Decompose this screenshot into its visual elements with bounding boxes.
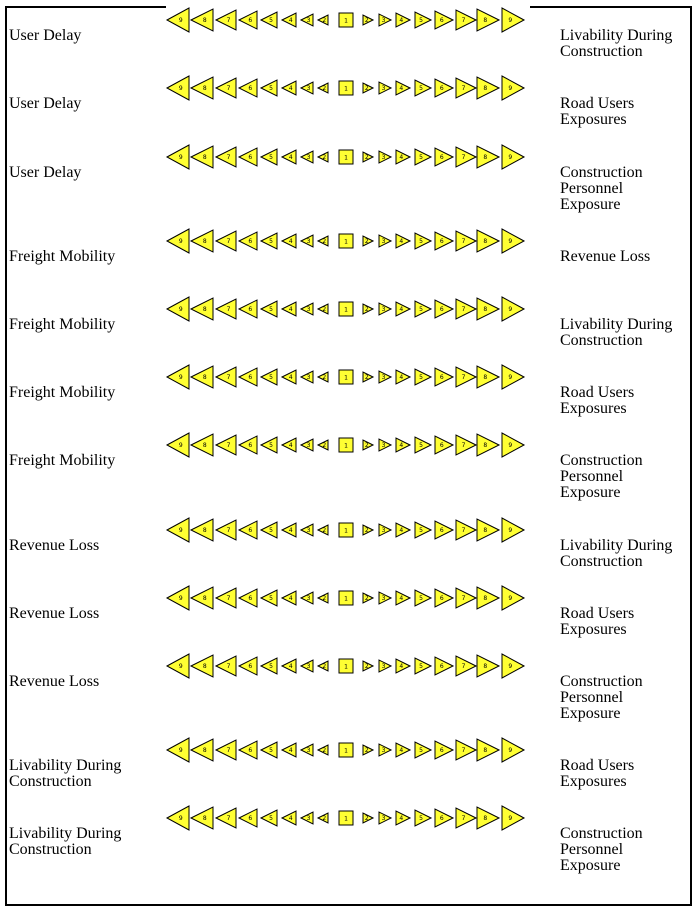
left-arrow-label: 5 <box>269 374 273 381</box>
right-arrow-label: 2 <box>364 85 369 92</box>
left-arrow-label: 4 <box>288 815 293 822</box>
right-arrow-label: 8 <box>483 815 488 822</box>
left-arrow-label: 2 <box>322 595 327 602</box>
left-arrow-label: 9 <box>178 85 183 92</box>
left-criterion-label: Revenue Loss <box>9 673 100 690</box>
left-criterion-label: Freight Mobility <box>9 384 116 401</box>
left-arrow-label: 8 <box>202 747 207 754</box>
left-arrow-label: 4 <box>288 85 293 92</box>
left-arrow-label: 7 <box>226 154 231 161</box>
right-arrow-label: 8 <box>483 595 488 602</box>
right-arrow-label: 6 <box>439 85 444 92</box>
right-arrow-label: 3 <box>381 527 386 534</box>
right-arrow-label: 2 <box>364 442 369 449</box>
left-arrow-label: 8 <box>202 17 207 24</box>
right-arrow-label: 9 <box>508 306 513 313</box>
right-arrow-label: 2 <box>364 306 369 313</box>
right-arrow-label: 4 <box>399 85 404 92</box>
left-arrow-3[interactable] <box>301 812 313 824</box>
right-arrow-label: 2 <box>364 17 369 24</box>
right-arrow-label: 2 <box>364 154 369 161</box>
left-arrow-label: 5 <box>269 595 273 602</box>
right-criterion-label: Livability During Construction <box>560 27 673 60</box>
right-arrow-label: 5 <box>419 442 423 449</box>
right-arrow-label: 9 <box>508 154 513 161</box>
left-arrow-label: 7 <box>226 527 231 534</box>
right-arrow-label: 9 <box>508 85 513 92</box>
right-arrow-label: 6 <box>439 17 444 24</box>
right-arrow-label: 5 <box>419 595 423 602</box>
right-criterion-label: Revenue Loss <box>560 248 651 265</box>
left-arrow-label: 3 <box>306 595 311 602</box>
right-arrow-5[interactable] <box>415 810 431 826</box>
left-criterion-label: User Delay <box>9 27 82 44</box>
left-arrow-label: 7 <box>226 747 231 754</box>
right-arrow-label: 7 <box>461 527 466 534</box>
right-criterion-label: Construction Personnel Exposure <box>560 164 643 213</box>
right-arrow-label: 5 <box>419 306 423 313</box>
left-arrow-label: 4 <box>288 154 293 161</box>
right-arrow-label: 6 <box>439 154 444 161</box>
left-criterion-label: User Delay <box>9 164 82 181</box>
right-arrow-label: 9 <box>508 747 513 754</box>
left-arrow-9[interactable] <box>167 806 189 830</box>
right-criterion-label: Road Users Exposures <box>560 605 635 638</box>
right-arrow-label: 4 <box>399 815 404 822</box>
right-arrow-label: 6 <box>439 238 444 245</box>
right-arrow-label: 8 <box>483 85 488 92</box>
left-arrow-label: 3 <box>306 306 311 313</box>
right-arrow-label: 8 <box>483 747 488 754</box>
left-arrow-label: 9 <box>178 747 183 754</box>
right-arrow-label: 3 <box>381 17 386 24</box>
right-arrow-label: 4 <box>399 747 404 754</box>
left-arrow-label: 6 <box>248 306 253 313</box>
left-arrow-label: 7 <box>226 595 231 602</box>
left-arrow-label: 9 <box>178 815 183 822</box>
center-square-label: 1 <box>344 306 348 314</box>
left-arrow-label: 8 <box>202 815 207 822</box>
left-arrow-label: 6 <box>248 374 253 381</box>
right-arrow-label: 4 <box>399 663 404 670</box>
center-square-label: 1 <box>344 85 348 93</box>
right-criterion-label: Construction Personnel Exposure <box>560 825 643 874</box>
left-arrow-label: 3 <box>306 85 311 92</box>
left-arrow-label: 4 <box>288 527 293 534</box>
left-arrow-label: 9 <box>178 442 183 449</box>
left-arrow-label: 8 <box>202 238 207 245</box>
left-criterion-label: Revenue Loss <box>9 605 100 622</box>
left-arrow-label: 5 <box>269 154 273 161</box>
right-arrow-label: 2 <box>364 595 369 602</box>
right-arrow-label: 8 <box>483 442 488 449</box>
right-arrow-label: 7 <box>461 154 466 161</box>
left-arrow-label: 6 <box>248 747 253 754</box>
left-arrow-label: 3 <box>306 154 311 161</box>
right-arrow-label: 2 <box>364 527 369 534</box>
left-arrow-label: 7 <box>226 17 231 24</box>
right-arrow-label: 9 <box>508 815 513 822</box>
center-square-label: 1 <box>344 663 348 671</box>
left-arrow-label: 5 <box>269 442 273 449</box>
left-arrow-label: 8 <box>202 154 207 161</box>
left-arrow-label: 6 <box>248 238 253 245</box>
left-arrow-label: 4 <box>288 747 293 754</box>
right-arrow-3[interactable] <box>379 812 391 824</box>
right-arrow-label: 3 <box>381 154 386 161</box>
right-arrow-label: 2 <box>364 747 369 754</box>
right-arrow-label: 5 <box>419 238 423 245</box>
left-arrow-2[interactable] <box>318 813 328 823</box>
left-arrow-label: 3 <box>306 747 311 754</box>
center-square-label: 1 <box>344 154 348 162</box>
right-arrow-label: 6 <box>439 663 444 670</box>
left-arrow-label: 3 <box>306 663 311 670</box>
left-arrow-label: 8 <box>202 85 207 92</box>
left-arrow-label: 5 <box>269 747 273 754</box>
right-arrow-label: 7 <box>461 17 466 24</box>
left-arrow-label: 9 <box>178 595 183 602</box>
right-arrow-label: 8 <box>483 154 488 161</box>
right-arrow-label: 3 <box>381 815 386 822</box>
right-arrow-label: 4 <box>399 527 404 534</box>
right-arrow-label: 3 <box>381 306 386 313</box>
right-arrow-label: 6 <box>439 374 444 381</box>
left-arrow-label: 7 <box>226 85 231 92</box>
right-arrow-label: 9 <box>508 17 513 24</box>
right-arrow-label: 9 <box>508 527 513 534</box>
left-arrow-label: 7 <box>226 815 231 822</box>
left-arrow-label: 3 <box>306 238 311 245</box>
left-arrow-label: 7 <box>226 663 231 670</box>
left-criterion-label: Livability During Construction <box>9 757 122 790</box>
right-criterion-label: Road Users Exposures <box>560 95 635 128</box>
left-arrow-8[interactable] <box>191 807 213 829</box>
right-arrow-label: 8 <box>483 306 488 313</box>
right-arrow-label: 5 <box>419 527 423 534</box>
center-square-label: 1 <box>344 374 348 382</box>
left-arrow-5[interactable] <box>261 810 277 826</box>
right-arrow-label: 6 <box>439 595 444 602</box>
right-arrow-label: 7 <box>461 306 466 313</box>
right-arrow-label: 2 <box>364 238 369 245</box>
right-arrow-label: 7 <box>461 747 466 754</box>
right-arrow-label: 8 <box>483 238 488 245</box>
right-arrow-8[interactable] <box>477 807 499 829</box>
right-arrow-label: 7 <box>461 85 466 92</box>
left-arrow-label: 2 <box>322 85 327 92</box>
left-arrow-label: 3 <box>306 442 311 449</box>
right-arrow-4[interactable] <box>396 811 410 825</box>
left-arrow-label: 4 <box>288 17 293 24</box>
right-criterion-label: Road Users Exposures <box>560 384 635 417</box>
right-arrow-label: 5 <box>419 374 423 381</box>
left-arrow-label: 4 <box>288 442 293 449</box>
center-square-label: 1 <box>344 17 348 25</box>
center-square-label: 1 <box>344 527 348 535</box>
left-arrow-label: 2 <box>322 306 327 313</box>
left-arrow-label: 7 <box>226 374 231 381</box>
right-arrow-label: 3 <box>381 374 386 381</box>
right-arrow-label: 6 <box>439 747 444 754</box>
left-arrow-label: 2 <box>322 663 327 670</box>
right-arrow-label: 4 <box>399 595 404 602</box>
left-arrow-label: 6 <box>248 663 253 670</box>
right-arrow-label: 5 <box>419 85 423 92</box>
left-arrow-label: 5 <box>269 17 273 24</box>
right-criterion-label: Road Users Exposures <box>560 757 635 790</box>
left-arrow-label: 6 <box>248 17 253 24</box>
left-arrow-4[interactable] <box>282 811 296 825</box>
right-arrow-label: 9 <box>508 595 513 602</box>
right-arrow-label: 4 <box>399 306 404 313</box>
right-arrow-label: 7 <box>461 595 466 602</box>
right-arrow-label: 4 <box>399 17 404 24</box>
left-arrow-label: 6 <box>248 527 253 534</box>
right-arrow-7[interactable] <box>456 808 476 828</box>
left-arrow-label: 4 <box>288 595 293 602</box>
right-criterion-label: Construction Personnel Exposure <box>560 673 643 722</box>
right-arrow-label: 2 <box>364 374 369 381</box>
left-arrow-label: 6 <box>248 595 253 602</box>
right-arrow-label: 7 <box>461 663 466 670</box>
right-arrow-label: 5 <box>419 747 423 754</box>
left-arrow-label: 6 <box>248 154 253 161</box>
right-arrow-label: 3 <box>381 85 386 92</box>
left-arrow-label: 2 <box>322 815 327 822</box>
left-arrow-label: 7 <box>226 306 231 313</box>
left-arrow-label: 5 <box>269 663 273 670</box>
left-arrow-label: 7 <box>226 442 231 449</box>
left-arrow-label: 9 <box>178 238 183 245</box>
left-criterion-label: User Delay <box>9 95 82 112</box>
right-arrow-label: 5 <box>419 815 423 822</box>
right-arrow-label: 7 <box>461 815 466 822</box>
left-arrow-label: 3 <box>306 17 311 24</box>
left-arrow-label: 6 <box>248 442 253 449</box>
left-arrow-label: 5 <box>269 306 273 313</box>
left-arrow-6[interactable] <box>239 809 257 827</box>
center-square-label: 1 <box>344 442 348 450</box>
right-arrow-label: 8 <box>483 17 488 24</box>
left-arrow-label: 8 <box>202 442 207 449</box>
right-arrow-label: 8 <box>483 527 488 534</box>
right-arrow-label: 3 <box>381 595 386 602</box>
left-arrow-label: 2 <box>322 374 327 381</box>
left-arrow-label: 9 <box>178 306 183 313</box>
right-arrow-label: 4 <box>399 442 404 449</box>
center-square-label: 1 <box>344 747 348 755</box>
left-arrow-label: 2 <box>322 238 327 245</box>
left-arrow-label: 4 <box>288 374 293 381</box>
left-arrow-label: 5 <box>269 815 273 822</box>
left-arrow-label: 8 <box>202 527 207 534</box>
right-arrow-label: 4 <box>399 238 404 245</box>
right-arrow-label: 9 <box>508 238 513 245</box>
right-arrow-label: 4 <box>399 374 404 381</box>
center-square-1[interactable] <box>339 811 353 825</box>
left-arrow-label: 2 <box>322 442 327 449</box>
right-criterion-label: Construction Personnel Exposure <box>560 452 643 501</box>
left-arrow-label: 3 <box>306 527 311 534</box>
left-arrow-label: 9 <box>178 663 183 670</box>
right-arrow-label: 9 <box>508 374 513 381</box>
right-arrow-label: 5 <box>419 663 423 670</box>
right-arrow-label: 5 <box>419 17 423 24</box>
left-arrow-label: 7 <box>226 238 231 245</box>
left-arrow-label: 9 <box>178 154 183 161</box>
right-arrow-label: 7 <box>461 442 466 449</box>
left-arrow-label: 2 <box>322 747 327 754</box>
left-arrow-label: 2 <box>322 17 327 24</box>
left-arrow-label: 5 <box>269 85 273 92</box>
left-arrow-label: 6 <box>248 815 253 822</box>
right-arrow-label: 6 <box>439 815 444 822</box>
right-arrow-label: 8 <box>483 374 488 381</box>
left-criterion-label: Freight Mobility <box>9 316 116 333</box>
right-arrow-6[interactable] <box>435 809 453 827</box>
left-arrow-label: 8 <box>202 595 207 602</box>
right-arrow-label: 9 <box>508 442 513 449</box>
right-arrow-label: 7 <box>461 374 466 381</box>
right-arrow-label: 5 <box>419 154 423 161</box>
right-arrow-label: 2 <box>364 663 369 670</box>
left-arrow-label: 9 <box>178 374 183 381</box>
right-arrow-2[interactable] <box>363 813 373 823</box>
right-arrow-label: 6 <box>439 306 444 313</box>
left-arrow-label: 6 <box>248 85 253 92</box>
left-arrow-label: 5 <box>269 238 273 245</box>
center-square-label: 1 <box>344 238 348 246</box>
right-arrow-label: 9 <box>508 663 513 670</box>
left-arrow-label: 4 <box>288 238 293 245</box>
right-arrow-9[interactable] <box>502 806 524 830</box>
left-arrow-label: 5 <box>269 527 273 534</box>
right-arrow-label: 7 <box>461 238 466 245</box>
left-arrow-label: 2 <box>322 527 327 534</box>
right-arrow-label: 3 <box>381 663 386 670</box>
left-criterion-label: Revenue Loss <box>9 537 100 554</box>
left-arrow-7[interactable] <box>216 808 236 828</box>
center-square-label: 1 <box>344 815 348 823</box>
right-arrow-label: 8 <box>483 663 488 670</box>
left-criterion-label: Freight Mobility <box>9 248 116 265</box>
left-arrow-label: 8 <box>202 374 207 381</box>
left-arrow-label: 4 <box>288 663 293 670</box>
center-square-label: 1 <box>344 595 348 603</box>
left-arrow-label: 3 <box>306 374 311 381</box>
right-arrow-label: 6 <box>439 442 444 449</box>
left-arrow-label: 8 <box>202 306 207 313</box>
right-arrow-label: 6 <box>439 527 444 534</box>
left-criterion-label: Freight Mobility <box>9 452 116 469</box>
right-arrow-label: 3 <box>381 238 386 245</box>
left-arrow-label: 8 <box>202 663 207 670</box>
right-arrow-label: 2 <box>364 815 369 822</box>
left-criterion-label: Livability During Construction <box>9 825 122 858</box>
left-arrow-label: 3 <box>306 815 311 822</box>
right-criterion-label: Livability During Construction <box>560 316 673 349</box>
right-arrow-label: 3 <box>381 747 386 754</box>
left-arrow-label: 9 <box>178 17 183 24</box>
right-arrow-label: 4 <box>399 154 404 161</box>
right-arrow-label: 3 <box>381 442 386 449</box>
right-criterion-label: Livability During Construction <box>560 537 673 570</box>
left-arrow-label: 4 <box>288 306 293 313</box>
left-arrow-label: 9 <box>178 527 183 534</box>
left-arrow-label: 2 <box>322 154 327 161</box>
